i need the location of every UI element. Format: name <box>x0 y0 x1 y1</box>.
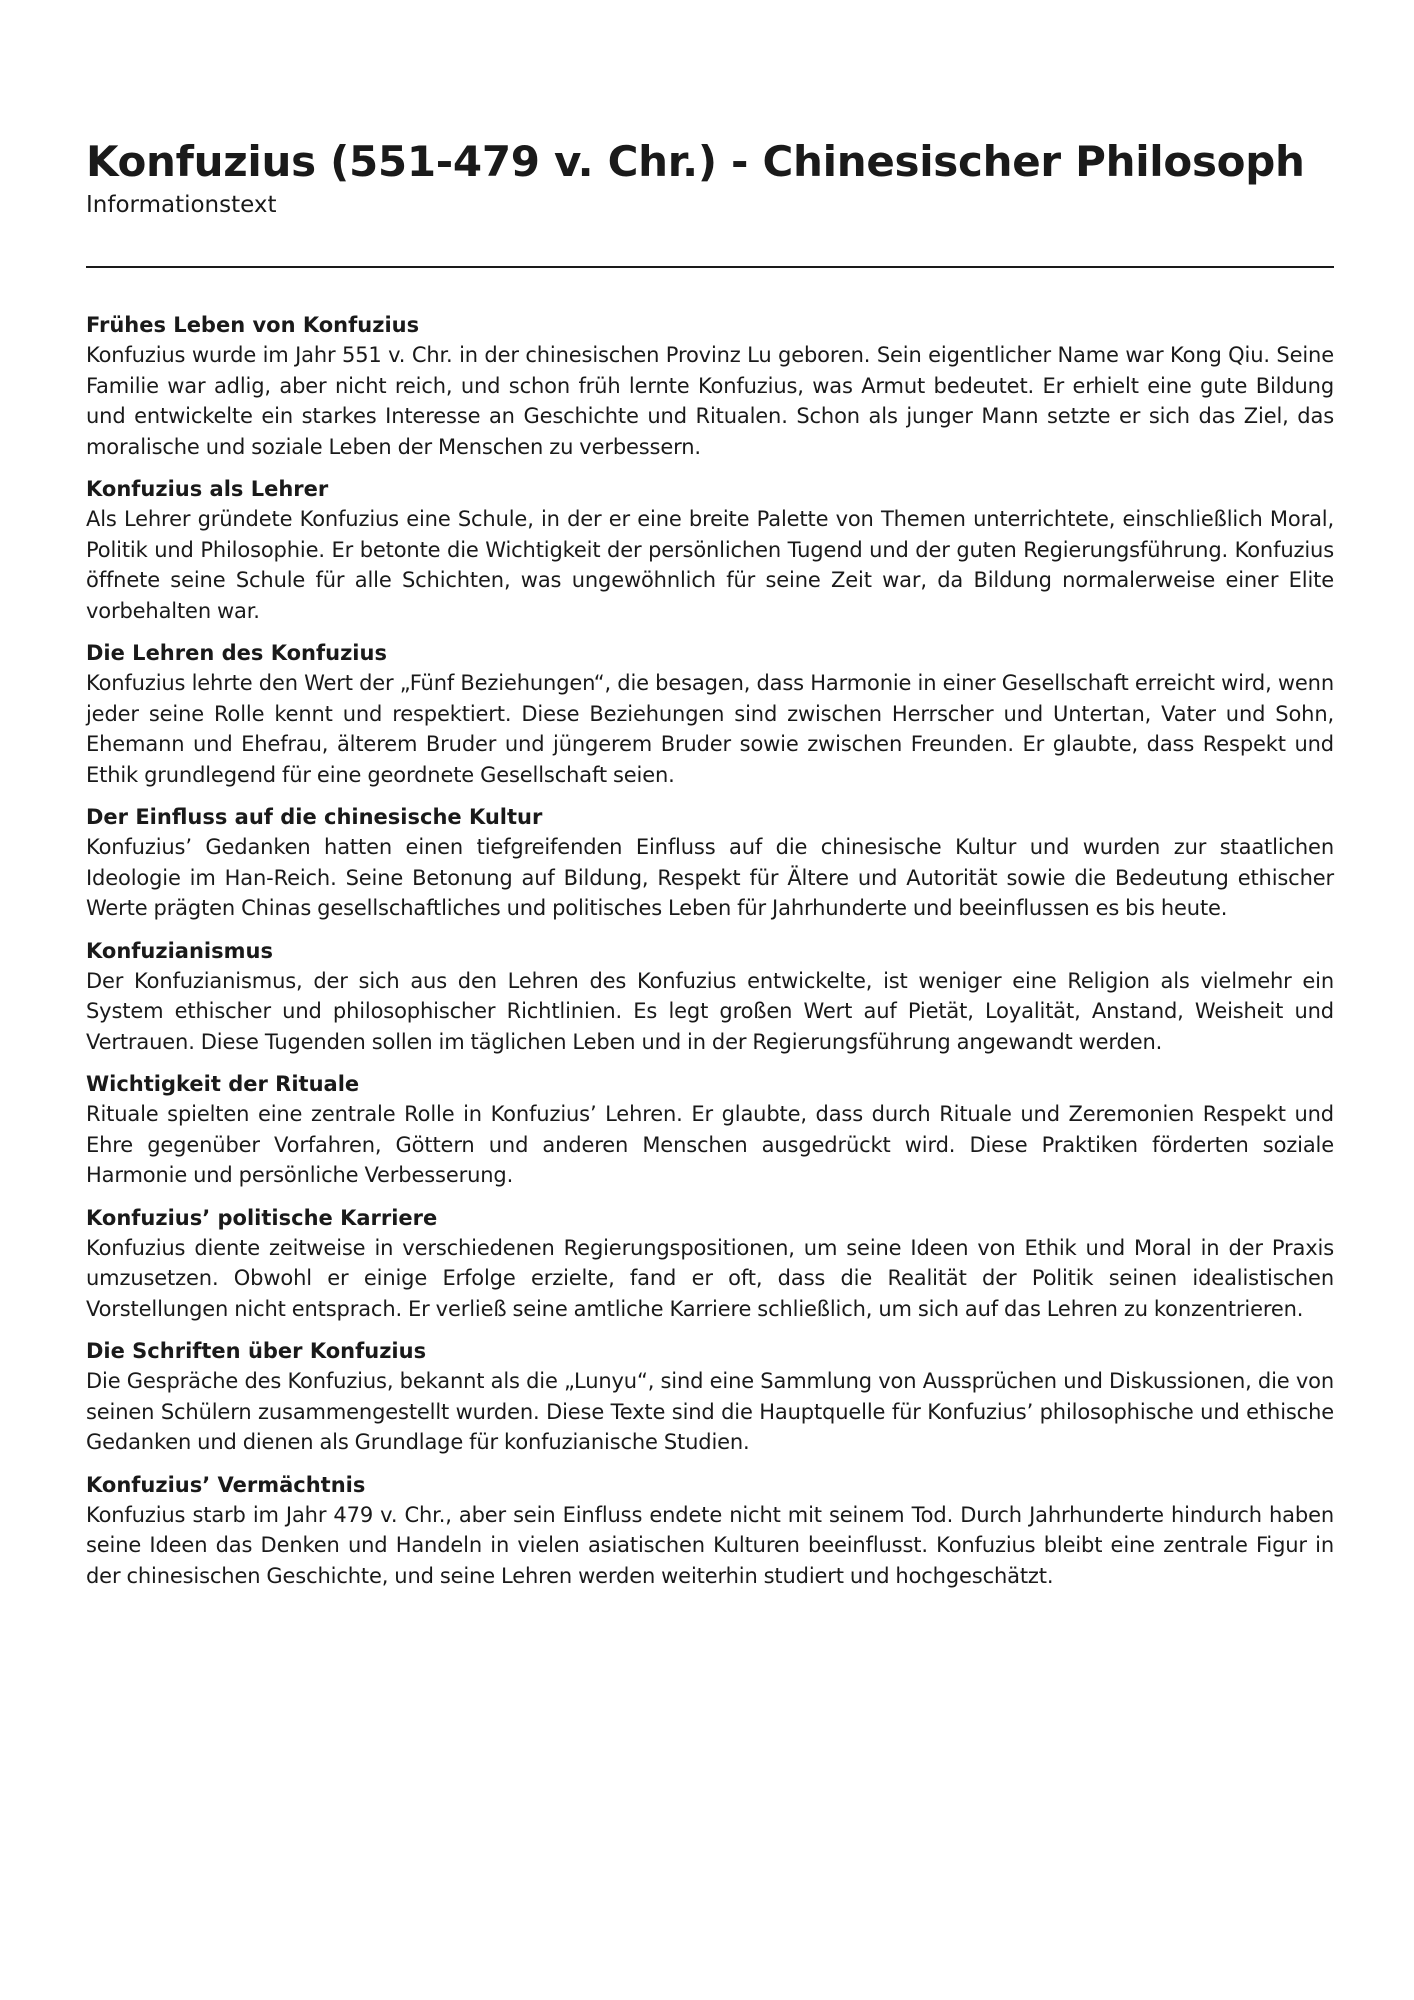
section-heading: Konfuzius als Lehrer <box>86 477 329 501</box>
document-subtitle: Informationstext <box>86 192 277 218</box>
section-heading: Frühes Leben von Konfuzius <box>86 313 420 337</box>
document-title: Konfuzius (551-479 v. Chr.) - Chinesischer Philosoph <box>86 137 1305 186</box>
section-fruehes-leben <box>86 310 1334 462</box>
section-heading: Wichtigkeit der Rituale <box>86 1072 360 1096</box>
section-lehrer <box>86 474 1334 626</box>
section-body: Konfuzius lehrte den Wert der „Fünf Beziehungen“, die besagen, dass Harmonie in einer Gesellschaft erreicht wird, wenn jeder seine Rolle kennt und respektiert. Diese Beziehungen sind zwischen Herrscher und Untertan, Vater und Sohn, Ehemann und Ehefrau, älterem Bruder und jüngerem Bruder sowie zwischen Freunden. Er glaubte, dass Respekt und Ethik grundlegend für eine geordnete Gesellschaft seien. <box>86 671 1334 787</box>
section-body: Die Gespräche des Konfuzius, bekannt als die „Lunyu“, sind eine Sammlung von Aussprüchen und Diskussionen, die von seinen Schülern zusammengestellt wurden. Diese Texte sind die Hauptquelle für Konfuzius’ philosophische und ethische Gedanken und dienen als Grundlage für konfuzianische Studien. <box>86 1369 1334 1454</box>
title-divider <box>86 266 1334 268</box>
section-vermaechtnis <box>86 1470 1334 1592</box>
section-heading: Die Schriften über Konfuzius <box>86 1339 427 1363</box>
section-heading: Der Einfluss auf die chinesische Kultur <box>86 805 543 829</box>
section-heading: Konfuzianismus <box>86 938 273 963</box>
section-lehren <box>86 638 1334 790</box>
section-body: Konfuzius diente zeitweise in verschiedenen Regierungspositionen, um seine Ideen von Ethik und Moral in der Praxis umzusetzen. Obwohl er einige Erfolge erzielte, fand er oft, dass die Realität der Politik seinen idealistischen Vorstellungen nicht entsprach. Er verließ seine amtliche Karriere schließlich, um sich auf das Lehren zu konzentrieren. <box>86 1235 1334 1321</box>
section-heading: Die Lehren des Konfuzius <box>86 641 387 665</box>
section-heading: Konfuzius’ Vermächtnis <box>86 1472 366 1497</box>
section-body: Rituale spielten eine zentrale Rolle in Konfuzius’ Lehren. Er glaubte, dass durch Rituale und Zeremonien Respekt und Ehre gegenüber Vorfahren, Göttern und anderen Menschen ausgedrückt wird. Diese Praktiken förderten soziale Harmonie und persönliche Verbesserung. <box>86 1102 1334 1187</box>
section-body: Der Konfuzianismus, der sich aus den Lehren des Konfuzius entwickelte, ist weniger eine Religion als vielmehr ein System ethischer und philosophischer Richtlinien. Es legt großen Wert auf Pietät, Loyalität, Anstand, Weisheit und Vertrauen. Diese Tugenden sollen im täglichen Leben und in der Regierungsführung angewandt werden. <box>86 968 1334 1054</box>
section-politische-karriere <box>86 1203 1334 1325</box>
section-body: Als Lehrer gründete Konfuzius eine Schule, in der er eine breite Palette von Themen unterrichtete, einschließlich Moral, Politik und Philosophie. Er betonte die Wichtigkeit der persönlichen Tugend und der guten Regierungsführung. Konfuzius öffnete seine Schule für alle Schichten, was ungewöhnlich für seine Zeit war, da Bildung normalerweise einer Elite vorbehalten war. <box>86 507 1334 623</box>
section-heading: Konfuzius’ politische Karriere <box>86 1205 438 1230</box>
section-body: Konfuzius wurde im Jahr 551 v. Chr. in der chinesischen Provinz Lu geboren. Sein eigentlicher Name war Kong Qiu. Seine Familie war adlig, aber nicht reich, und schon früh lernte Konfuzius, was Armut bedeutet. Er erhielt eine gute Bildung und entwickelte ein starkes Interesse an Geschichte und Ritualen. Schon als junger Mann setzte er sich das Ziel, das moralische und soziale Leben der Menschen zu verbessern. <box>86 343 1334 459</box>
section-rituale <box>86 1069 1334 1191</box>
section-body: Konfuzius starb im Jahr 479 v. Chr., aber sein Einfluss endete nicht mit seinem Tod. Durch Jahrhunderte hindurch haben seine Ideen das Denken und Handeln in vielen asiatischen Kulturen beeinflusst. Konfuzius bleibt eine zentrale Figur in der chinesischen Geschichte, und seine Lehren werden weiterhin studiert und hochgeschätzt. <box>86 1502 1334 1588</box>
section-body: Konfuzius’ Gedanken hatten einen tiefgreifenden Einfluss auf die chinesische Kultur und wurden zur staatlichen Ideologie im Han-Reich. Seine Betonung auf Bildung, Respekt für Ältere und Autorität sowie die Bedeutung ethischer Werte prägten Chinas gesellschaftliches und politisches Leben für Jahrhunderte und beeinflussen es bis heute. <box>86 835 1334 920</box>
section-konfuzianismus <box>86 936 1334 1058</box>
section-einfluss <box>86 802 1334 924</box>
document-page <box>86 0 1334 1603</box>
sections-container <box>86 310 1334 1591</box>
section-schriften <box>86 1336 1334 1458</box>
